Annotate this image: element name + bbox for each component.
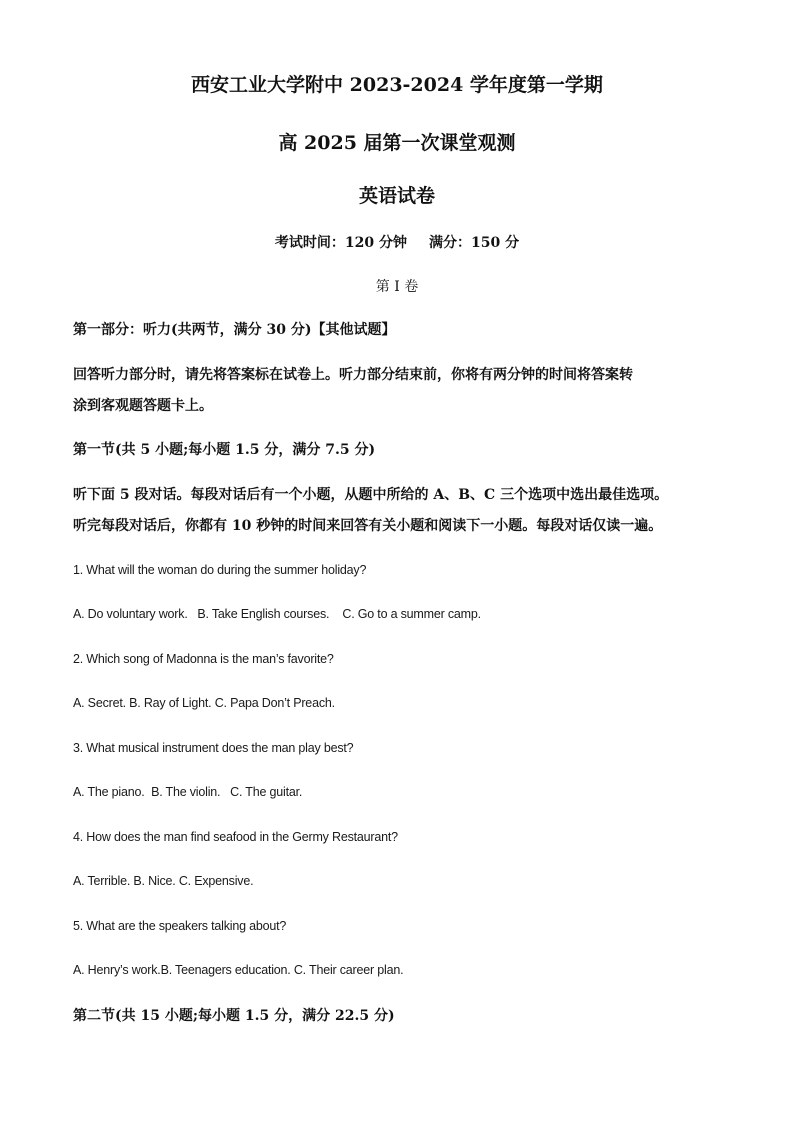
question-stem: 4. How does the man find seafood in the Germy Restaurant?: [73, 830, 398, 844]
instruction-line: 听下面 5 段对话。每段对话后有一个小题，从题中所给的 A、B、C 三个选项中选出最佳选项。: [73, 487, 669, 503]
section1-instruction: [73, 480, 733, 542]
exam-time: 考试时间：120 分钟: [274, 235, 407, 251]
option-a: A. Terrible.: [73, 874, 131, 888]
volume-label: 第 I 卷: [375, 279, 419, 295]
instruction-line: 回答听力部分时，请先将答案标在试卷上。听力部分结束前，你将有两分钟的时间将答案转: [73, 367, 633, 383]
instruction-line: 听完每段对话后，你都有 10 秒钟的时间来回答有关小题和阅读下一小题。每段对话仅读一遍。: [73, 518, 663, 534]
section2-heading: 第二节(共 15 小题;每小题 1.5 分，满分 22.5 分): [73, 1008, 395, 1024]
option-b: B. Teenagers education.: [160, 963, 291, 977]
subject-title: 英语试卷: [358, 185, 435, 207]
section1-heading: 第一节(共 5 小题;每小题 1.5 分，满分 7.5 分): [73, 442, 376, 458]
option-a: A. Do voluntary work.: [73, 607, 188, 621]
question-stem: 3. What musical instrument does the man play best?: [73, 741, 354, 755]
instruction-line: 涂到客观题答题卡上。: [73, 398, 213, 414]
option-b: B. Ray of Light.: [129, 696, 212, 710]
question-options: [73, 607, 733, 621]
question-options: [73, 696, 733, 710]
option-a: A. Henry’s work.: [73, 963, 161, 977]
option-c: C. Their career plan.: [293, 963, 404, 977]
option-b: B. Take English courses.: [197, 607, 330, 621]
option-c: C. Go to a summer camp.: [342, 607, 481, 621]
school-term-title: 西安工业大学附中 2023-2024 学年度第一学期: [191, 74, 603, 96]
question-options: [73, 874, 733, 888]
question-stem: 1. What will the woman do during the summer holiday?: [73, 563, 367, 577]
question-options: [73, 963, 733, 977]
question-stem: 2. Which song of Madonna is the man’s favorite?: [73, 652, 334, 666]
exam-info: [0, 232, 794, 252]
option-a: A. Secret.: [73, 696, 126, 710]
option-c: C. The guitar.: [230, 785, 303, 799]
option-c: C. Papa Don’t Preach.: [214, 696, 335, 710]
full-score: 满分：150 分: [429, 235, 520, 251]
part1-instruction: [73, 360, 733, 422]
option-b: B. The violin.: [151, 785, 221, 799]
part1-heading: 第一部分：听力(共两节，满分 30 分)【其他试题】: [73, 322, 396, 338]
option-b: B. Nice.: [133, 874, 176, 888]
observation-title: 高 2025 届第一次课堂观测: [278, 132, 516, 154]
option-a: A. The piano.: [73, 785, 145, 799]
question-stem: 5. What are the speakers talking about?: [73, 919, 287, 933]
question-options: [73, 785, 733, 799]
option-c: C. Expensive.: [178, 874, 254, 888]
